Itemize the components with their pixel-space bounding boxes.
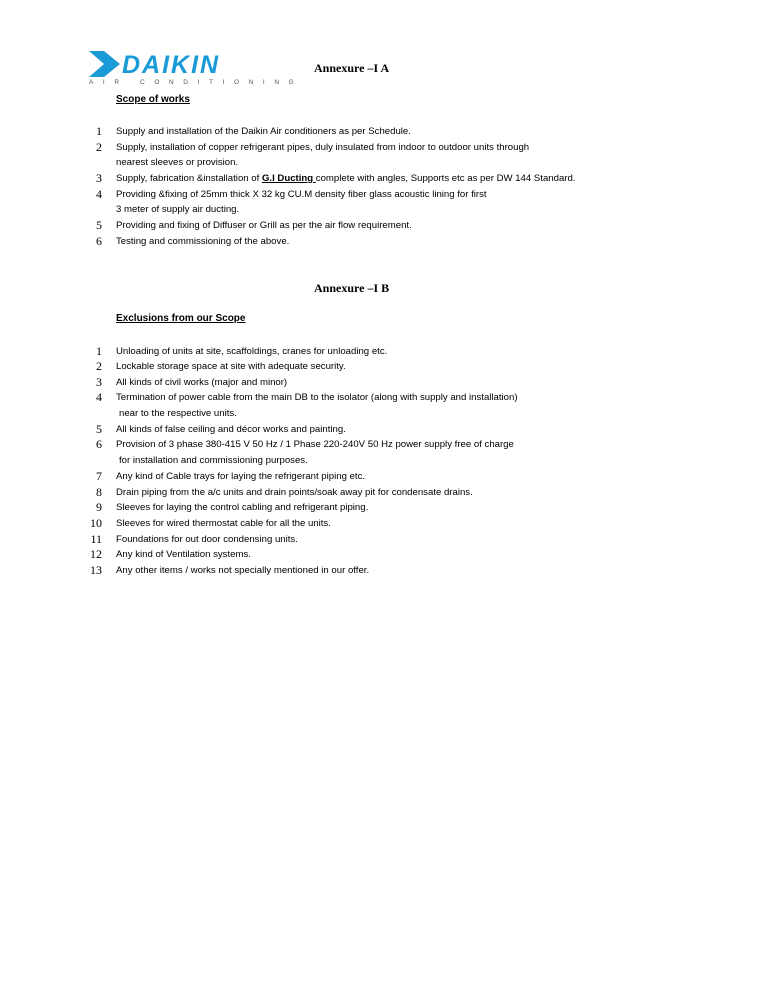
annexure-a-subtitle: Scope of works <box>116 94 190 105</box>
item-number: 11 <box>90 532 102 546</box>
item-text: Any kind of Cable trays for laying the refrigerant piping etc. <box>116 471 366 482</box>
item-text-continuation: 3 meter of supply air ducting. <box>116 204 240 215</box>
item-number: 6 <box>96 234 102 248</box>
list-item <box>0 469 768 485</box>
list-item <box>0 437 768 453</box>
item-text: Any kind of Ventilation systems. <box>116 549 251 560</box>
list-item <box>0 516 768 532</box>
list-item <box>0 344 768 360</box>
item-number: 12 <box>90 547 102 561</box>
list-item <box>0 500 768 516</box>
list-item <box>0 532 768 548</box>
item-number: 3 <box>96 171 102 185</box>
item-text: Providing and fixing of Diffuser or Grill as per the air flow requirement. <box>116 220 412 231</box>
item-number: 7 <box>96 469 102 483</box>
list-item <box>0 563 768 579</box>
list-item <box>0 140 768 156</box>
logo-tagline: AIR CONDITIONING <box>89 79 304 86</box>
item-number: 5 <box>96 218 102 232</box>
item-text: Providing &fixing of 25mm thick X 32 kg CU.M density fiber glass acoustic lining for first <box>116 189 487 200</box>
item-number: 5 <box>96 422 102 436</box>
daikin-logo-mark <box>86 50 122 78</box>
item-text: Termination of power cable from the main DB to the isolator (along with supply and installation) <box>116 392 518 403</box>
list-item <box>0 375 768 391</box>
list-item <box>0 390 768 406</box>
item-text: Supply and installation of the Daikin Air conditioners as per Schedule. <box>116 126 411 137</box>
item-number: 6 <box>96 437 102 451</box>
annexure-a-title: Annexure –I A <box>314 61 390 75</box>
daikin-logo <box>86 50 304 90</box>
list-item <box>0 124 768 140</box>
list-item <box>0 359 768 375</box>
list-item <box>0 171 768 187</box>
item-text <box>116 171 576 186</box>
item-number: 13 <box>90 563 102 577</box>
item-text-continuation: near to the respective units. <box>119 408 237 419</box>
list-item <box>0 422 768 438</box>
item-text-post: complete with angles, Supports etc as per DW 144 Standard. <box>315 173 576 184</box>
item-text: Supply, installation of copper refrigerant pipes, duly insulated from indoor to outdoor units through <box>116 142 530 153</box>
item-number: 3 <box>96 375 102 389</box>
item-text: Testing and commissioning of the above. <box>116 236 290 247</box>
item-number: 4 <box>96 187 102 201</box>
list-item <box>0 485 768 501</box>
item-text-pre: Supply, fabrication &installation of <box>116 173 262 184</box>
item-text: All kinds of civil works (major and minor) <box>116 377 288 388</box>
item-number: 9 <box>96 500 102 514</box>
list-item <box>0 187 768 203</box>
logo-brand-text: DAIKIN <box>122 51 221 79</box>
item-text: Unloading of units at site, scaffoldings, cranes for unloading etc. <box>116 346 388 357</box>
item-text: Sleeves for laying the control cabling and refrigerant piping. <box>116 502 369 513</box>
annexure-b-title: Annexure –I B <box>314 281 390 295</box>
annexure-b-subtitle: Exclusions from our Scope <box>116 313 246 324</box>
item-text: Foundations for out door condensing units. <box>116 534 298 545</box>
item-text: Provision of 3 phase 380-415 V 50 Hz / 1 Phase 220-240V 50 Hz power supply free of charge <box>116 439 514 450</box>
item-text: All kinds of false ceiling and décor works and painting. <box>116 424 346 435</box>
item-text: Drain piping from the a/c units and drain points/soak away pit for condensate drains. <box>116 487 473 498</box>
item-number: 10 <box>90 516 102 530</box>
gi-ducting-highlight: G.I Ducting <box>261 173 316 184</box>
item-text-continuation: for installation and commissioning purposes. <box>119 455 308 466</box>
item-text: Lockable storage space at site with adequate security. <box>116 361 346 372</box>
list-item <box>0 547 768 563</box>
item-number: 1 <box>96 124 102 138</box>
list-item <box>0 234 768 250</box>
item-text-continuation: nearest sleeves or provision. <box>116 157 239 168</box>
item-number: 2 <box>96 140 102 154</box>
item-text: Any other items / works not specially mentioned in our offer. <box>116 565 370 576</box>
item-number: 8 <box>96 485 102 499</box>
item-number: 2 <box>96 359 102 373</box>
list-item <box>0 218 768 234</box>
item-text: Sleeves for wired thermostat cable for all the units. <box>116 518 331 529</box>
item-number: 1 <box>96 344 102 358</box>
item-number: 4 <box>96 390 102 404</box>
